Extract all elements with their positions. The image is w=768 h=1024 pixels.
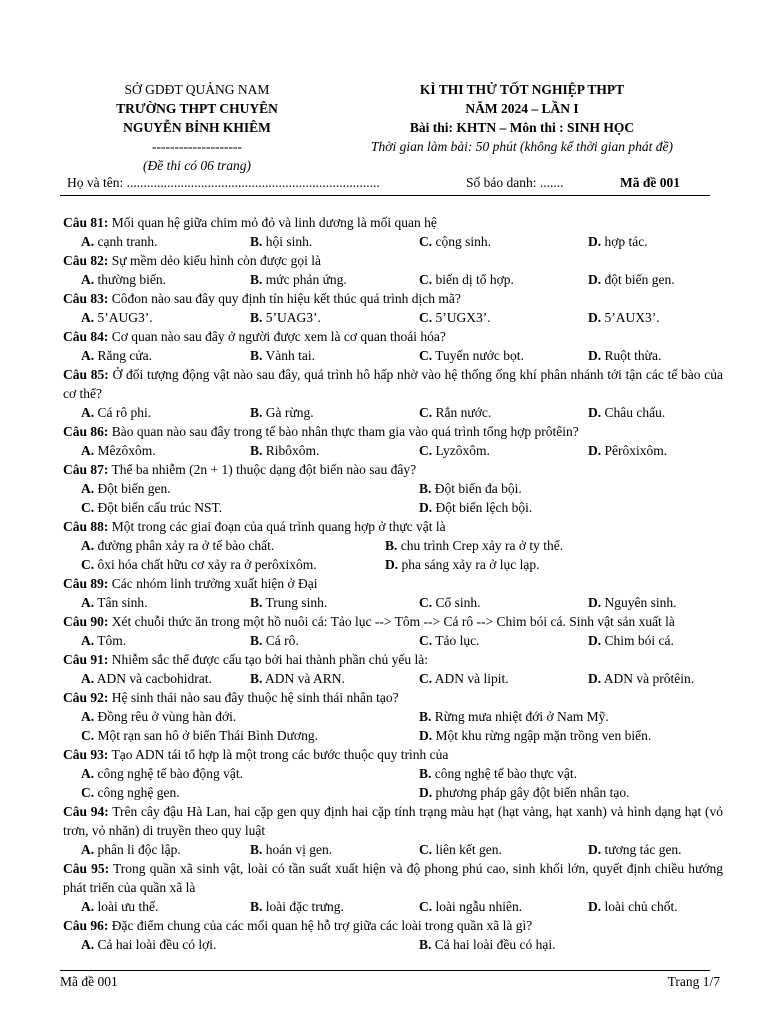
option-letter: B. (250, 310, 263, 325)
question-text: Trong quần xã sinh vật, loài có tần suất xuất hiện và độ phong phú cao, sinh khối lớn, quyết định chiều hướng phát triển của quần xã là (63, 861, 723, 895)
option-letter: B. (250, 842, 263, 857)
option-letter: A. (81, 937, 95, 952)
option-letter: D. (419, 500, 433, 515)
option-text: 5’UAG3’. (265, 310, 321, 325)
answer-option (81, 232, 157, 251)
answer-option (419, 783, 630, 802)
option-text: Vành tai. (265, 348, 316, 363)
answer-option (250, 840, 332, 859)
option-letter: C. (81, 500, 95, 515)
question-text: Tạo ADN tái tổ hợp là một trong các bước thuộc quy trình của (111, 747, 449, 762)
question-stem (63, 251, 723, 270)
answer-option (588, 346, 661, 365)
option-letter: C. (419, 595, 433, 610)
answer-option (81, 555, 317, 574)
header-divider: -------------------- (152, 139, 242, 154)
question-text: Ở đối tượng động vật nào sau đây, quá trình hô hấp nhờ vào hệ thống ống khí phân nhánh tới tận các tế bào của cơ thể? (63, 367, 724, 401)
question-stem (63, 802, 723, 840)
answer-option (588, 897, 678, 916)
answer-option (250, 403, 314, 422)
option-letter: C. (81, 785, 95, 800)
answer-option (250, 593, 327, 612)
option-letter: A. (81, 348, 95, 363)
option-letter: B. (419, 937, 432, 952)
answer-option (250, 308, 321, 327)
question-label: Câu 81: (63, 215, 109, 230)
option-letter: A. (81, 443, 95, 458)
option-letter: A. (81, 538, 95, 553)
answer-option (419, 479, 522, 498)
option-letter: B. (250, 595, 263, 610)
option-text: Pêrôxixôm. (604, 443, 668, 458)
answer-option (419, 498, 532, 517)
question-stem (63, 574, 723, 593)
option-text: công nghệ tế bào thực vật. (434, 766, 578, 781)
options-row (63, 232, 723, 251)
question-text: Nhiễm sắc thể được cấu tạo bởi hai thành phần chủ yếu là: (111, 652, 429, 667)
option-letter: D. (588, 234, 602, 249)
option-letter: A. (81, 310, 95, 325)
answer-option (419, 897, 522, 916)
exam-year-round: NĂM 2024 – LẦN I (465, 101, 579, 116)
option-letter: D. (385, 557, 399, 572)
option-text: loài ưu thế. (97, 899, 159, 914)
option-letter: A. (81, 899, 95, 914)
option-text: pha sáng xảy ra ở lục lạp. (401, 557, 540, 572)
option-text: Tuyến nước bọt. (435, 348, 524, 363)
option-text: Đột biến đa bội. (434, 481, 522, 496)
option-letter: B. (419, 709, 432, 724)
option-letter: B. (250, 272, 263, 287)
option-text: Tân sinh. (97, 595, 148, 610)
option-text: Cả hai loài đều có hại. (434, 937, 556, 952)
answer-option (81, 346, 152, 365)
answer-option (81, 593, 148, 612)
question-text: Đặc điểm chung của các mối quan hệ hỗ trợ giữa các loài trong quần xã là gì? (111, 918, 533, 933)
answer-option (385, 555, 539, 574)
option-text: Tôm. (97, 633, 127, 648)
option-text: loài chủ chốt. (604, 899, 678, 914)
question-stem (63, 612, 723, 631)
option-text: Răng cửa. (97, 348, 153, 363)
question-list (63, 213, 723, 954)
candidate-info-line (67, 175, 707, 194)
option-text: phương pháp gây đột biến nhân tạo. (435, 785, 630, 800)
answer-option (419, 232, 491, 251)
option-letter: C. (419, 272, 433, 287)
question-label: Câu 90: (63, 614, 109, 629)
option-letter: D. (588, 671, 602, 686)
question-stem (63, 422, 723, 441)
option-letter: A. (81, 671, 95, 686)
question-label: Câu 94: (63, 804, 109, 819)
answer-option (81, 631, 126, 650)
option-text: thường biến. (97, 272, 166, 287)
option-text: Đột biến lệch bội. (435, 500, 533, 515)
option-text: Chim bói cá. (604, 633, 674, 648)
option-text: Nguyên sinh. (604, 595, 677, 610)
answer-option (419, 270, 514, 289)
answer-option (81, 441, 156, 460)
option-text: phân li độc lập. (97, 842, 181, 857)
question-stem (63, 213, 723, 232)
answer-option (385, 536, 563, 555)
question-text: Hệ sinh thái nào sau đây thuộc hệ sinh thái nhân tạo? (111, 690, 399, 705)
answer-option (81, 479, 171, 498)
option-text: ADN và ARN. (265, 671, 345, 686)
option-letter: C. (81, 728, 95, 743)
option-text: liên kết gen. (435, 842, 502, 857)
option-letter: B. (250, 671, 263, 686)
question-stem (63, 289, 723, 308)
answer-option (588, 308, 660, 327)
answer-option (81, 935, 216, 954)
options-row (63, 897, 723, 916)
option-text: tương tác gen. (604, 842, 682, 857)
question-label: Câu 87: (63, 462, 109, 477)
option-letter: A. (81, 766, 95, 781)
option-text: Mêzôxôm. (97, 443, 156, 458)
question-label: Câu 83: (63, 291, 109, 306)
answer-option (81, 270, 166, 289)
question-stem (63, 650, 723, 669)
option-letter: A. (81, 633, 95, 648)
answer-option (81, 536, 274, 555)
option-text: 5’AUG3’. (97, 310, 153, 325)
answer-option (419, 441, 490, 460)
answer-option (419, 707, 609, 726)
answer-option (588, 441, 667, 460)
option-text: ADN và lipit. (434, 671, 509, 686)
option-letter: A. (81, 272, 95, 287)
option-text: 5’AUX3’. (604, 310, 660, 325)
option-letter: D. (419, 728, 433, 743)
option-letter: D. (588, 899, 602, 914)
answer-option (81, 726, 318, 745)
options-row (63, 441, 723, 460)
question-stem (63, 859, 723, 897)
answer-option (81, 764, 243, 783)
candidate-id-field: Số báo danh: ....... (466, 175, 564, 190)
question-text: Trên cây đậu Hà Lan, hai cặp gen quy định hai cặp tính trạng màu hạt (hạt vàng, hạt xanh) và hình dạng hạt (vỏ trơn, vỏ nhăn) di truyền theo quy luật (63, 804, 723, 838)
question-label: Câu 85: (63, 367, 109, 382)
page-count-note: (Đề thi có 06 trang) (143, 158, 251, 173)
option-letter: B. (250, 443, 263, 458)
question-text: Bào quan nào sau đây trong tế bào nhân thực tham gia vào quá trình tổng hợp prôtêin? (111, 424, 579, 439)
option-text: Rừng mưa nhiệt đới ở Nam Mỹ. (434, 709, 609, 724)
answer-option (250, 441, 319, 460)
footer-exam-code: Mã đề 001 (60, 974, 118, 989)
option-text: Cá rô. (265, 633, 299, 648)
option-text: ADN và cacbohidrat. (96, 671, 212, 686)
option-letter: B. (419, 766, 432, 781)
answer-option (419, 346, 524, 365)
option-letter: C. (419, 443, 433, 458)
options-row (63, 840, 723, 859)
question-label: Câu 88: (63, 519, 109, 534)
option-text: hội sinh. (265, 234, 313, 249)
options-row (63, 536, 723, 555)
option-text: ôxi hóa chất hữu cơ xảy ra ở perôxixôm. (97, 557, 317, 572)
answer-option (419, 593, 481, 612)
answer-option (588, 840, 682, 859)
option-text: Cổ sinh. (435, 595, 481, 610)
options-row (63, 783, 723, 802)
question-text: Xét chuỗi thức ăn trong một hồ nuôi cá: Tảo lục --> Tôm --> Cá rô --> Chim bói cá. Sinh vật sản xuất là (111, 614, 675, 629)
question-stem (63, 916, 723, 935)
option-letter: D. (588, 405, 602, 420)
question-stem (63, 365, 723, 403)
question-label: Câu 84: (63, 329, 109, 344)
option-text: đột biến gen. (604, 272, 675, 287)
answer-option (81, 707, 236, 726)
options-row (63, 669, 723, 688)
option-letter: B. (385, 538, 398, 553)
department-name: SỞ GDĐT QUẢNG NAM (124, 82, 270, 97)
options-row (63, 764, 723, 783)
option-text: Lyzôxôm. (435, 443, 490, 458)
option-letter: D. (419, 785, 433, 800)
question-text: Các nhóm linh trưởng xuất hiện ở Đại (111, 576, 318, 591)
answer-option (588, 593, 677, 612)
options-row (63, 403, 723, 422)
option-text: loài ngẫu nhiên. (435, 899, 523, 914)
question-label: Câu 96: (63, 918, 109, 933)
option-text: công nghệ tế bào động vật. (97, 766, 243, 781)
option-letter: C. (419, 310, 433, 325)
option-letter: C. (419, 405, 433, 420)
question-label: Câu 89: (63, 576, 109, 591)
footer-page-number: Trang 1/7 (667, 974, 720, 989)
question-label: Câu 91: (63, 652, 109, 667)
answer-option (419, 935, 555, 954)
answer-option (588, 403, 665, 422)
question-label: Câu 95: (63, 861, 110, 876)
question-stem (63, 327, 723, 346)
option-letter: D. (588, 633, 602, 648)
options-row (63, 346, 723, 365)
answer-option (250, 631, 299, 650)
option-text: Trung sinh. (265, 595, 328, 610)
answer-option (81, 669, 212, 688)
option-letter: D. (588, 842, 602, 857)
option-letter: A. (81, 405, 95, 420)
question-stem (63, 688, 723, 707)
option-text: hợp tác. (604, 234, 648, 249)
option-letter: A. (81, 234, 95, 249)
question-label: Câu 92: (63, 690, 109, 705)
answer-option (81, 308, 153, 327)
option-letter: A. (81, 595, 95, 610)
header-rule (60, 195, 710, 196)
question-label: Câu 86: (63, 424, 109, 439)
option-letter: D. (588, 310, 602, 325)
question-text: Côđon nào sau đây quy định tín hiệu kết thúc quá trình dịch mã? (111, 291, 461, 306)
option-letter: B. (250, 633, 263, 648)
option-text: Đột biến gen. (97, 481, 171, 496)
option-text: Một khu rừng ngập mặn trồng ven biển. (435, 728, 652, 743)
option-text: Rắn nước. (435, 405, 492, 420)
option-letter: B. (250, 234, 263, 249)
options-row (63, 726, 723, 745)
options-row (63, 593, 723, 612)
answer-option (419, 308, 491, 327)
option-text: cộng sinh. (435, 234, 491, 249)
option-letter: C. (81, 557, 95, 572)
exam-title: KÌ THI THỬ TỐT NGHIỆP THPT (419, 82, 625, 97)
option-letter: A. (81, 481, 95, 496)
answer-option (588, 232, 648, 251)
option-letter: C. (419, 633, 433, 648)
option-text: 5’UGX3’. (435, 310, 491, 325)
answer-option (81, 840, 181, 859)
question-label: Câu 93: (63, 747, 109, 762)
school-name-line2: NGUYỄN BỈNH KHIÊM (123, 120, 271, 135)
answer-option (588, 631, 674, 650)
options-row (63, 479, 723, 498)
school-name-line1: TRƯỜNG THPT CHUYÊN (116, 101, 278, 116)
answer-option (588, 669, 694, 688)
options-row (63, 308, 723, 327)
answer-option (250, 270, 347, 289)
answer-option (81, 498, 222, 517)
header-right (312, 80, 732, 156)
answer-option (81, 403, 151, 422)
option-text: Gà rừng. (265, 405, 314, 420)
option-text: Châu chấu. (604, 405, 666, 420)
exam-time: Thời gian làm bài: 50 phút (không kể thời gian phát đề) (370, 139, 673, 154)
footer-rule (60, 970, 710, 971)
option-text: cạnh tranh. (97, 234, 158, 249)
option-text: mức phản ứng. (265, 272, 347, 287)
answer-option (81, 783, 180, 802)
option-letter: A. (81, 842, 95, 857)
option-letter: A. (81, 709, 95, 724)
option-text: Ribôxôm. (265, 443, 320, 458)
option-text: Ruột thừa. (604, 348, 662, 363)
answer-option (419, 840, 502, 859)
option-letter: C. (419, 899, 433, 914)
answer-option (419, 669, 509, 688)
exam-code: Mã đề 001 (620, 175, 680, 190)
answer-option (588, 270, 675, 289)
question-text: Sự mềm dẻo kiểu hình còn được gọi là (111, 253, 322, 268)
options-row (63, 935, 723, 954)
option-text: chu trình Crep xảy ra ở ty thể. (400, 538, 564, 553)
option-letter: D. (588, 272, 602, 287)
option-letter: B. (250, 348, 263, 363)
option-text: loài đặc trưng. (265, 899, 344, 914)
option-letter: C. (419, 671, 433, 686)
candidate-name-field: Họ và tên: ........................................................................... (67, 175, 380, 190)
option-text: Cả hai loài đều có lợi. (97, 937, 217, 952)
option-text: Cá rô phi. (97, 405, 152, 420)
answer-option (250, 232, 312, 251)
option-text: Một rạn san hô ở biển Thái Bình Dương. (97, 728, 318, 743)
option-letter: D. (588, 348, 602, 363)
answer-option (250, 346, 315, 365)
question-stem (63, 517, 723, 536)
option-letter: B. (419, 481, 432, 496)
option-letter: C. (419, 842, 433, 857)
options-row (63, 555, 723, 574)
option-text: biến dị tổ hợp. (435, 272, 514, 287)
question-text: Một trong các giai đoạn của quá trình quang hợp ở thực vật là (111, 519, 446, 534)
question-stem (63, 745, 723, 764)
option-text: Đột biến cấu trúc NST. (97, 500, 223, 515)
option-text: ADN và prôtêin. (603, 671, 695, 686)
question-text: Mối quan hệ giữa chim mỏ đỏ và linh dương là mối quan hệ (111, 215, 437, 230)
option-letter: C. (419, 348, 433, 363)
options-row (63, 707, 723, 726)
option-text: đường phân xảy ra ở tế bào chất. (97, 538, 275, 553)
answer-option (419, 726, 651, 745)
options-row (63, 498, 723, 517)
question-stem (63, 460, 723, 479)
option-text: công nghệ gen. (97, 785, 180, 800)
answer-option (250, 669, 345, 688)
option-letter: D. (588, 443, 602, 458)
option-letter: B. (250, 405, 263, 420)
option-letter: C. (419, 234, 433, 249)
answer-option (419, 764, 577, 783)
option-text: Đồng rêu ở vùng hàn đới. (97, 709, 237, 724)
question-label: Câu 82: (63, 253, 109, 268)
exam-subject: Bài thi: KHTN – Môn thi : SINH HỌC (409, 120, 635, 135)
answer-option (81, 897, 158, 916)
question-text: Cơ quan nào sau đây ở người được xem là cơ quan thoái hóa? (111, 329, 446, 344)
option-letter: D. (588, 595, 602, 610)
option-letter: B. (250, 899, 263, 914)
options-row (63, 270, 723, 289)
option-text: Tảo lục. (435, 633, 480, 648)
option-text: hoán vị gen. (265, 842, 333, 857)
answer-option (250, 897, 344, 916)
answer-option (419, 631, 480, 650)
answer-option (419, 403, 491, 422)
question-text: Thể ba nhiễm (2n + 1) thuộc dạng đột biến nào sau đây? (111, 462, 417, 477)
header-left (92, 80, 302, 175)
options-row (63, 631, 723, 650)
